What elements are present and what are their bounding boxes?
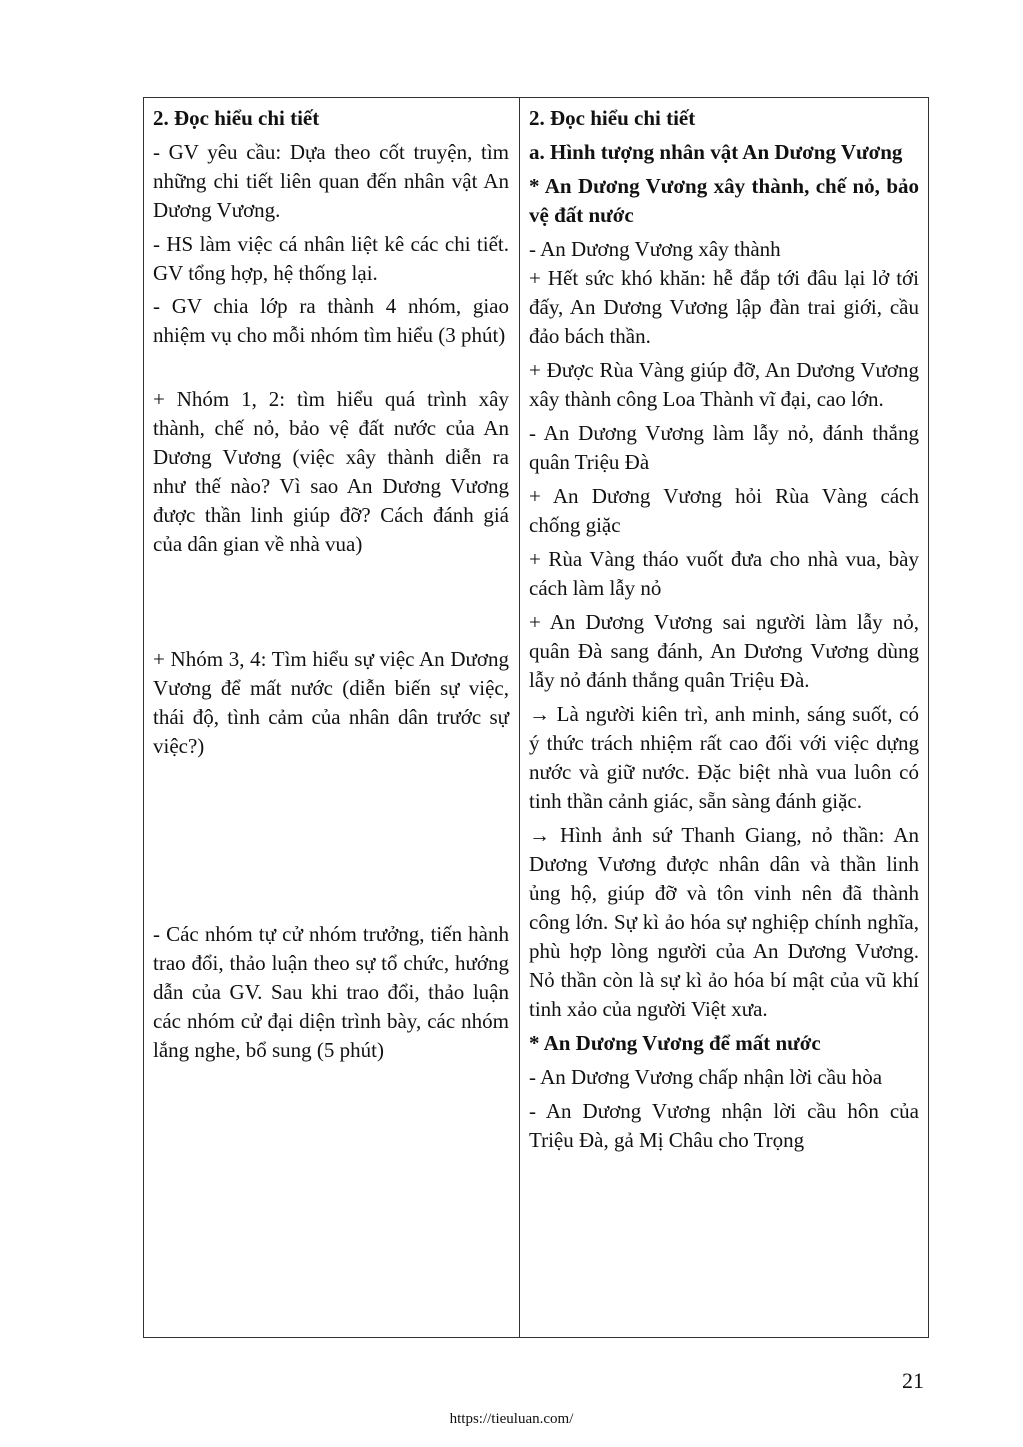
footer-url: https://tieuluan.com/ — [449, 1411, 574, 1427]
content-column — [529, 104, 919, 1155]
right-paragraph: - An Dương Vương làm lẫy nỏ, đánh thắng quân Triệu Đà — [529, 421, 919, 474]
left-paragraph: - Các nhóm tự cử nhóm trưởng, tiến hành trao đổi, thảo luận theo sự tổ chức, hướng dẫn của GV. Sau khi trao đổi, thảo luận các nhóm cử đại diện trình bày, các nhóm lắng nghe, bổ sung (5 phút) — [153, 922, 509, 1062]
right-paragraph: - An Dương Vương nhận lời cầu hôn của Triệu Đà, gả Mị Châu cho Trọng — [529, 1099, 919, 1152]
right-paragraph: → Là người kiên trì, anh minh, sáng suốt, có ý thức trách nhiệm rất cao đối với việc dựng nước và giữ nước. Đặc biệt nhà vua luôn có tinh thần cảnh giác, sẵn sàng đánh giặc. — [529, 702, 919, 813]
left-paragraph: 2. Đọc hiểu chi tiết — [153, 106, 320, 130]
right-paragraph: a. Hình tượng nhân vật An Dương Vương — [529, 140, 903, 164]
content-table — [143, 97, 929, 1338]
left-paragraph: - GV chia lớp ra thành 4 nhóm, giao nhiệm vụ cho mỗi nhóm tìm hiểu (3 phút) — [153, 294, 509, 347]
right-paragraph: * An Dương Vương để mất nước — [529, 1031, 821, 1055]
right-paragraph: - An Dương Vương xây thành — [529, 237, 781, 261]
left-paragraph: - HS làm việc cá nhân liệt kê các chi tiết. GV tổng hợp, hệ thống lại. — [153, 232, 509, 285]
right-paragraph: + An Dương Vương sai người làm lẫy nỏ, quân Đà sang đánh, An Dương Vương dùng lẫy nỏ đánh thắng quân Triệu Đà. — [529, 610, 919, 692]
column-divider — [519, 98, 520, 1337]
right-paragraph: + Rùa Vàng tháo vuốt đưa cho nhà vua, bày cách làm lẫy nỏ — [529, 547, 919, 600]
right-paragraph: - An Dương Vương chấp nhận lời cầu hòa — [529, 1065, 883, 1089]
right-paragraph: + Được Rùa Vàng giúp đỡ, An Dương Vương xây thành công Loa Thành vĩ đại, cao lớn. — [529, 358, 919, 411]
right-paragraph: * An Dương Vương xây thành, chế nỏ, bảo vệ đất nước — [529, 174, 919, 227]
left-paragraph: + Nhóm 1, 2: tìm hiểu quá trình xây thành, chế nỏ, bảo vệ đất nước của An Dương Vương (việc xây thành diễn ra như thế nào? Vì sao An Dương Vương được thần linh giúp đỡ? Cách đánh giá của dân gian về nhà vua) — [153, 387, 509, 556]
left-paragraph: + Nhóm 3, 4: Tìm hiểu sự việc An Dương Vương để mất nước (diễn biến sự việc, thái độ, tình cảm của nhân dân trước sự việc?) — [153, 647, 509, 758]
right-paragraph: + An Dương Vương hỏi Rùa Vàng cách chống giặc — [529, 484, 919, 537]
right-paragraph: 2. Đọc hiểu chi tiết — [529, 106, 696, 130]
left-paragraph: - GV yêu cầu: Dựa theo cốt truyện, tìm những chi tiết liên quan đến nhân vật An Dương Vương. — [153, 140, 509, 222]
page-number: 21 — [902, 1368, 924, 1393]
right-paragraph: + Hết sức khó khăn: hễ đắp tới đâu lại lở tới đấy, An Dương Vương lập đàn trai giới, cầu đảo bách thần. — [529, 266, 919, 348]
right-paragraph: → Hình ảnh sứ Thanh Giang, nỏ thần: An Dương Vương được nhân dân và thần linh ủng hộ, giúp đỡ và tôn vinh nên đã thành công lớn. Sự kì ảo hóa sự nghiệp chính nghĩa, phù hợp lòng người của An Dương Vương. Nỏ thần còn là sự kì ảo hóa bí mật của vũ khí tinh xảo của người Việt xưa. — [529, 823, 919, 1021]
